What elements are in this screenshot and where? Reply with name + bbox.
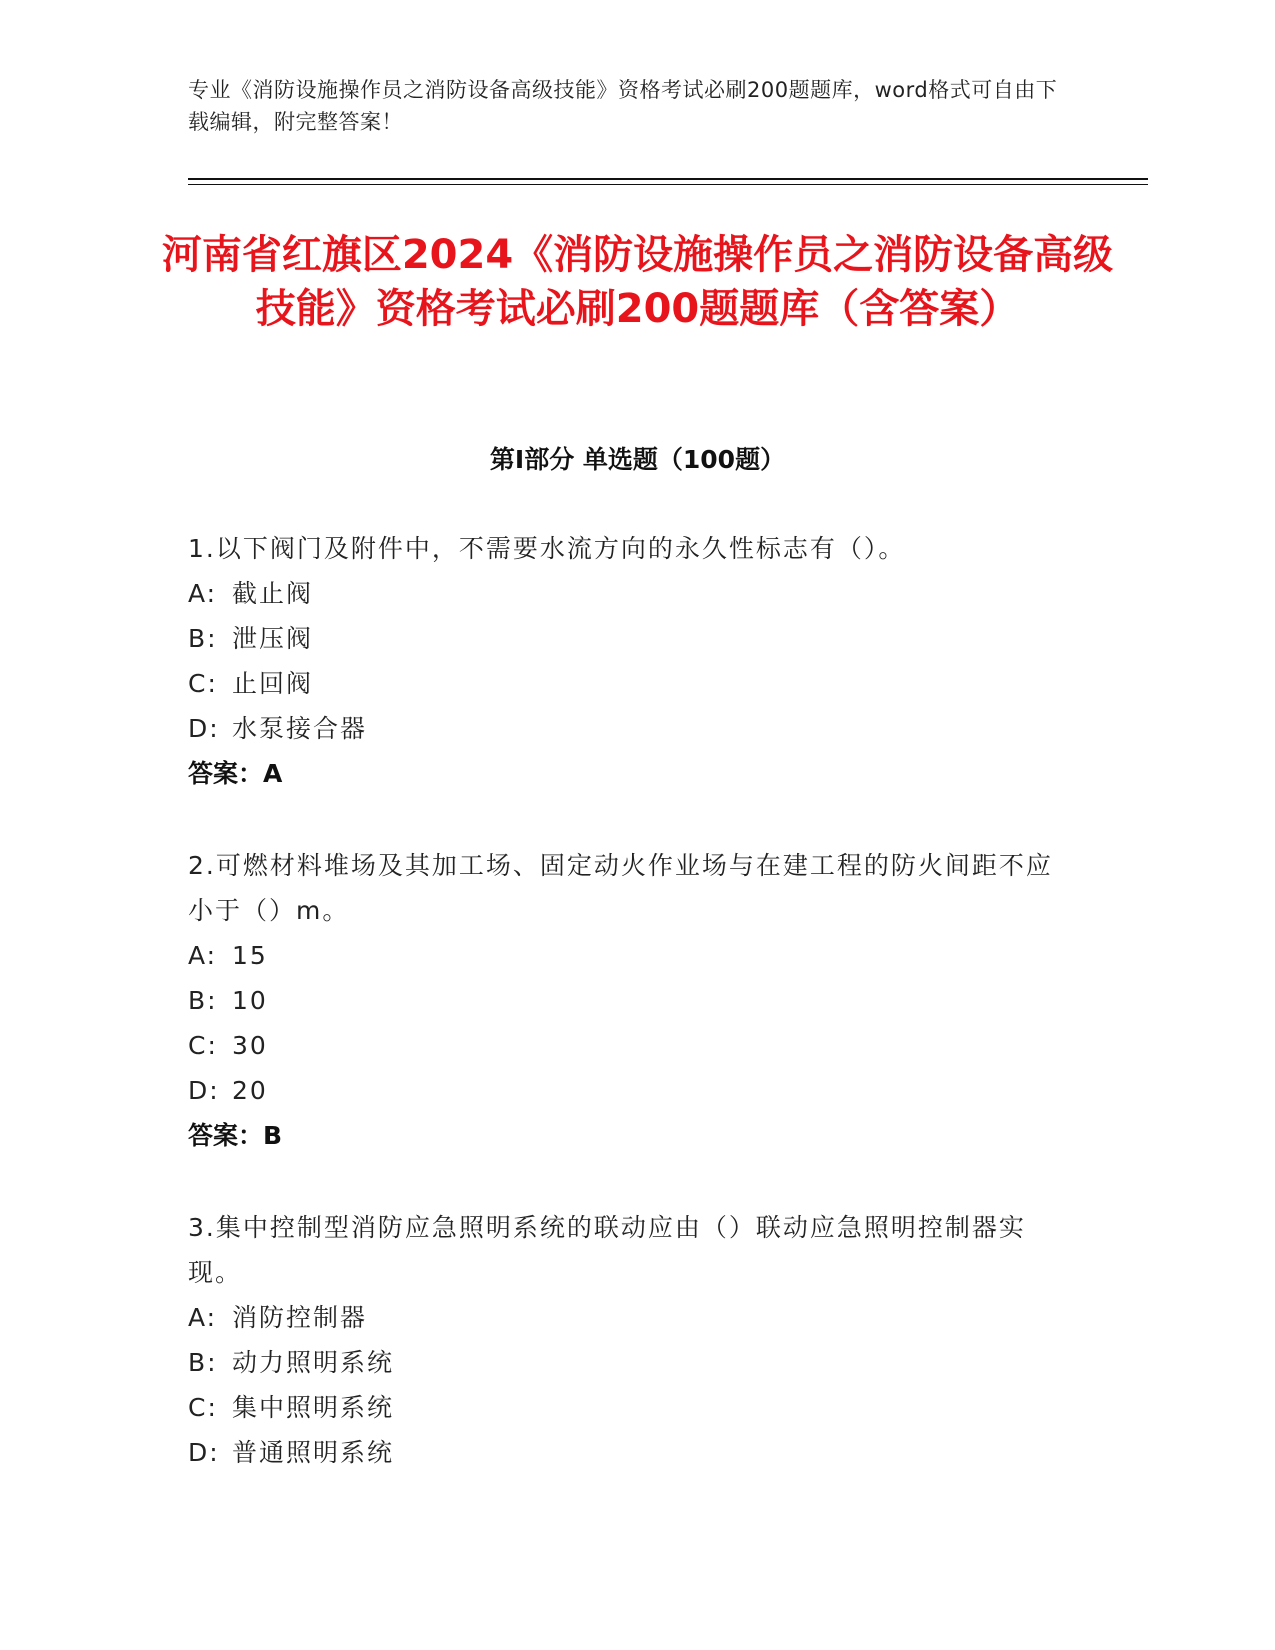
header-note: 专业《消防设施操作员之消防设备高级技能》资格考试必刷200题题库，word格式可自由下载编辑，附完整答案！ [188, 78, 1058, 134]
question-stem: 2.可燃材料堆场及其加工场、固定动火作业场与在建工程的防火间距不应小于（）m。 [188, 851, 1053, 925]
question-3 [188, 1205, 1078, 1475]
option-b [188, 616, 1078, 661]
option-text: 15 [232, 941, 268, 970]
option-d [188, 1430, 1078, 1475]
option-key: B: [188, 986, 218, 1015]
option-text: 普通照明系统 [232, 1438, 395, 1467]
header-rule-thick [188, 178, 1148, 180]
answer: 答案：B [188, 1121, 283, 1150]
option-a [188, 571, 1078, 616]
answer: 答案：A [188, 759, 283, 788]
question-2 [188, 843, 1078, 1158]
option-text: 动力照明系统 [232, 1348, 395, 1377]
option-key: D: [188, 714, 220, 743]
option-key: B: [188, 624, 218, 653]
option-key: A: [188, 579, 218, 608]
option-text: 泄压阀 [232, 624, 314, 653]
option-key: C: [188, 669, 218, 698]
option-a [188, 1295, 1078, 1340]
option-text: 集中照明系统 [232, 1393, 395, 1422]
option-key: C: [188, 1393, 218, 1422]
option-key: A: [188, 941, 218, 970]
option-key: A: [188, 1303, 218, 1332]
option-d [188, 706, 1078, 751]
option-text: 截止阀 [232, 579, 314, 608]
option-text: 10 [232, 986, 268, 1015]
option-b [188, 1340, 1078, 1385]
question-1 [188, 526, 1078, 796]
option-text: 水泵接合器 [232, 714, 368, 743]
option-c [188, 1023, 1078, 1068]
option-c [188, 1385, 1078, 1430]
option-key: C: [188, 1031, 218, 1060]
question-stem: 3.集中控制型消防应急照明系统的联动应由（）联动应急照明控制器实现。 [188, 1213, 1026, 1287]
option-b [188, 978, 1078, 1023]
option-d [188, 1068, 1078, 1113]
option-text: 消防控制器 [232, 1303, 368, 1332]
option-key: D: [188, 1076, 220, 1105]
option-c [188, 661, 1078, 706]
document-title: 河南省红旗区2024《消防设施操作员之消防设备高级技能》资格考试必刷200题题库（含答案） [161, 232, 1114, 332]
option-a [188, 933, 1078, 978]
section-title: 第Ⅰ部分 单选题（100题） [489, 445, 786, 474]
option-key: D: [188, 1438, 220, 1467]
option-text: 止回阀 [232, 669, 314, 698]
header-rule-thin [188, 184, 1148, 185]
option-text: 20 [232, 1076, 268, 1105]
option-text: 30 [232, 1031, 268, 1060]
option-key: B: [188, 1348, 218, 1377]
question-stem: 1.以下阀门及附件中，不需要水流方向的永久性标志有（）。 [188, 534, 906, 563]
